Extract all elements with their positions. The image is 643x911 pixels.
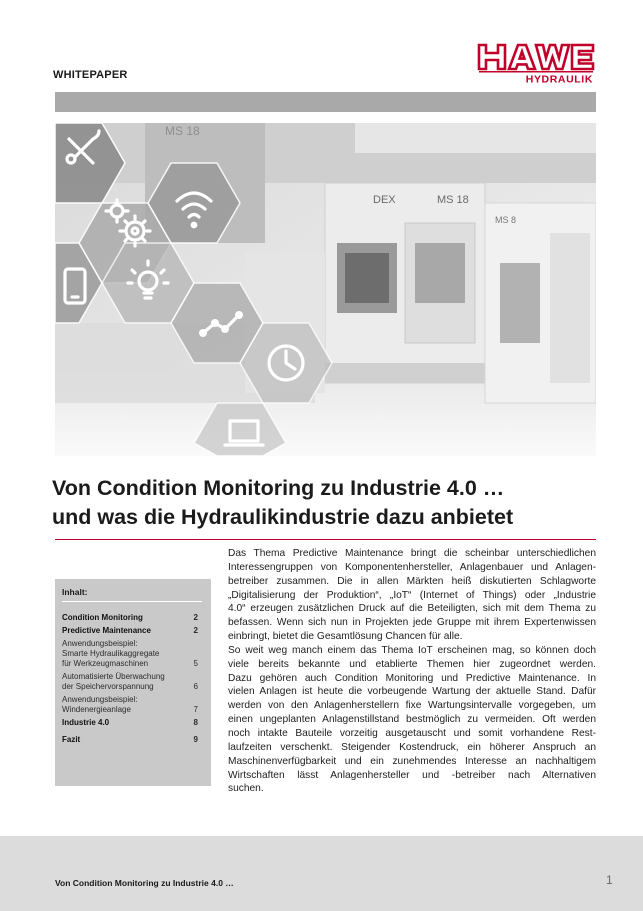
toc-entry-label: für Werkzeugmaschinen — [62, 659, 149, 668]
body-line: einbringt, bietet die Gesamtlösung Chancen für alle. — [228, 631, 463, 643]
body-line: Wirtschaften lässt Anlagenhersteller und -betreiber nach Alternativen — [228, 769, 596, 781]
toc-entry-label: Windenergieanlage — [62, 705, 131, 714]
toc-entry-label: Anwendungsbeispiel: — [62, 695, 138, 704]
toc-entry-condition-monitoring[interactable] — [62, 613, 202, 623]
toc-entry-windenergieanlage[interactable] — [62, 705, 202, 715]
machine-label-ms8: MS 8 — [495, 215, 517, 225]
body-text — [228, 547, 596, 796]
factory-illustration — [55, 123, 596, 456]
body-line: viele bereits bekannte und etablierte Themen hier zugeordnet werden. — [228, 658, 596, 670]
document-type-label: WHITEPAPER — [53, 69, 128, 81]
body-line: Maschinenverfügbarkeit und ein zunehmendes Interesse an nachhaltigem — [228, 755, 596, 767]
body-line: werden von den Anlagenherstellern fixe Wartungsintervalle vorgegeben, um — [228, 700, 596, 712]
title-line-2: und was die Hydraulikindustrie dazu anbietet — [52, 505, 514, 529]
toc-entry-label: Fazit — [62, 735, 81, 744]
toc-entry-label: Industrie 4.0 — [62, 718, 110, 727]
machine-label-ms18: MS 18 — [437, 194, 469, 206]
toc-entry-page: 2 — [193, 626, 198, 635]
hawe-hydraulik-logo — [475, 42, 597, 84]
toc-entry-label: Automatisierte Überwachung — [62, 672, 165, 681]
page-number: 1 — [606, 873, 613, 887]
toc-entry-page: 6 — [193, 682, 198, 691]
body-line: suchen. — [228, 783, 264, 795]
table-of-contents — [55, 579, 211, 786]
toc-entry-automatisierte-ueberwachung[interactable] — [62, 672, 202, 682]
header-gray-bar — [55, 92, 596, 112]
toc-entry-label: der Speichervorspannung — [62, 682, 154, 691]
hero-image — [55, 123, 596, 456]
toc-entry-predictive-maintenance[interactable] — [62, 626, 202, 636]
body-line: Das Thema Predictive Maintenance bringt die scheinbar unterschiedlichen — [228, 548, 596, 559]
toc-entry-anwendungsbeispiel-2[interactable] — [62, 695, 202, 705]
body-line: So weit weg manch einem das Thema IoT erscheinen mag, so können doch — [228, 644, 596, 656]
body-line: Dazu gehören auch Condition Monitoring und Predictive Maintenance. In — [228, 672, 596, 684]
toc-entry-speichervorspannung[interactable] — [62, 682, 202, 692]
title-line-1: Von Condition Monitoring zu Industrie 4.0 … — [52, 476, 505, 500]
toc-entry-anwendungsbeispiel-1[interactable] — [62, 639, 202, 649]
toc-entry-page: 9 — [193, 735, 198, 744]
page-footer — [0, 836, 643, 911]
machine-right — [485, 203, 596, 403]
body-line: vielen Anlagen ist heute die vorbeugende Wartung der aktuelle Stand. Dafür — [228, 686, 596, 698]
toc-entry-page: 2 — [193, 613, 198, 622]
toc-entry-page: 7 — [193, 705, 198, 714]
footer-running-title: Von Condition Monitoring zu Industrie 4.0 … — [55, 878, 234, 888]
toc-entry-page: 5 — [193, 659, 198, 668]
body-line: „Digitalisierung der Produktion“, „IoT“ (Internet of Things) oder „Industrie — [228, 589, 596, 601]
toc-entry-label: Condition Monitoring — [62, 613, 143, 622]
body-line: Interessengruppen von Komponentenhersteller, Anlagenbauer und Anlagen- — [228, 561, 596, 573]
body-line: laufzeiten verschenkt. Steigender Kostendruck, ein höherer Anspruch an — [228, 741, 596, 753]
page-title — [52, 474, 612, 532]
body-line: einen ungeplanten Anlagenstillstand bestmöglich zu vermeiden. Oft werden — [228, 714, 596, 726]
body-line: noch intakte Bauteile vorzeitig ausgetauscht und somit vorhandene Rest- — [228, 727, 596, 739]
toc-heading: Inhalt: — [62, 587, 202, 602]
toc-entry-label: Anwendungsbeispiel: — [62, 639, 138, 648]
body-line: 4.0“ erzeugen zusätzlichen Druck auf die Beteiligten, sich mit dem Thema zu — [228, 603, 596, 615]
machine-main — [325, 183, 485, 383]
toc-entry-werkzeugmaschinen[interactable] — [62, 659, 202, 669]
machine-label: MS 18 — [165, 124, 200, 138]
title-divider — [55, 539, 596, 540]
toc-entry-industrie-40[interactable] — [62, 718, 202, 728]
body-line: befassen. Wenn sich nun in Projekten jede Gruppe mit ihrem Expertenwissen — [228, 617, 596, 629]
toc-entry-label: Predictive Maintenance — [62, 626, 151, 635]
toc-entry-page: 8 — [193, 718, 198, 727]
logo-subtitle: HYDRAULIK — [525, 73, 593, 84]
body-line: betreiber zusammen. Die in allen Märkten heiß diskutierten Schlagworte — [228, 575, 596, 587]
toc-entry-label: Smarte Hydraulikaggregate — [62, 649, 160, 658]
toc-entry-fazit[interactable] — [62, 735, 202, 745]
toc-entry-smarte-hydraulikaggregate[interactable] — [62, 649, 202, 659]
machine-label-dex: DEX — [373, 194, 396, 206]
